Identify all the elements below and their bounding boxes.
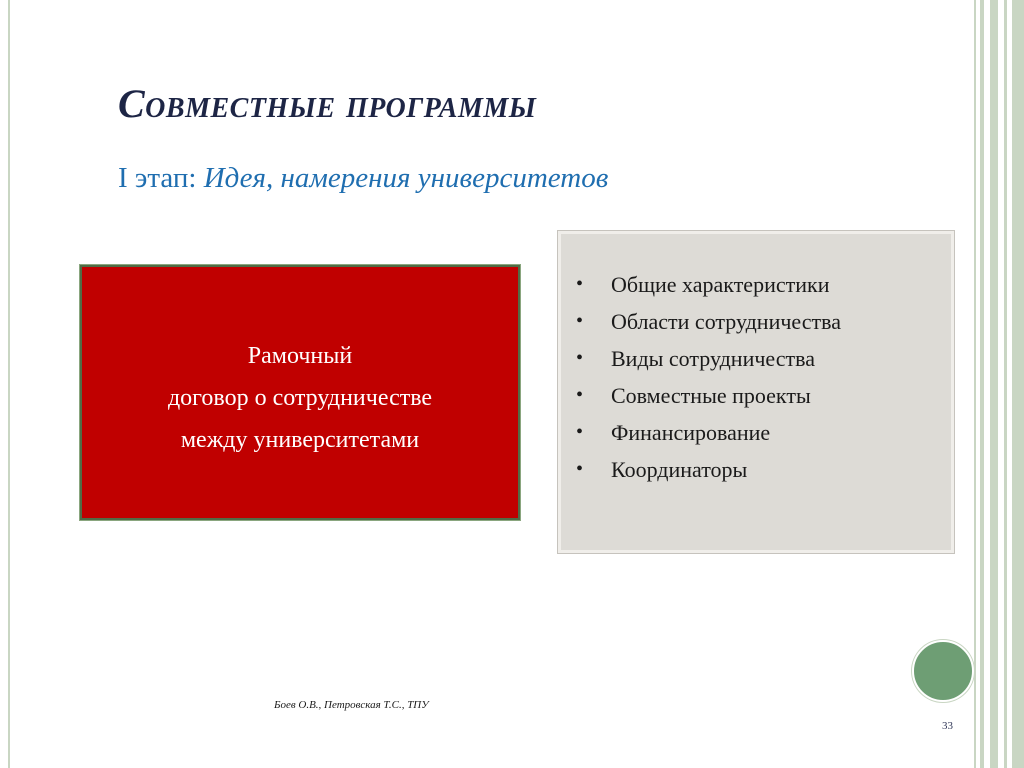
list-item [571,414,841,451]
list-item [571,451,841,488]
aspect-label: Общие характеристики [611,272,830,297]
stage-subtitle [118,162,608,195]
list-item [571,340,841,377]
list-item [571,266,841,303]
list-item [571,377,841,414]
stage-description: Идея, намерения университетов [203,162,609,194]
aspect-label: Совместные проекты [611,383,811,408]
slide-title: Совместные программы [118,81,537,126]
bullet-icon: • [576,273,584,295]
framework-line-1: Рамочный [247,343,353,369]
footer-credit: Боев О.В., Петровская Т.С., ТПУ [274,699,429,711]
stage-label: I этап: [118,162,204,194]
decor-stripe-2 [990,0,998,768]
aspects-list [571,266,841,488]
framework-line-2: договор о сотрудничестве [167,385,433,411]
bullet-icon: • [576,421,584,443]
decor-stripe-1 [980,0,984,768]
page-number: 33 [942,720,953,732]
list-item [571,303,841,340]
aspect-label: Области сотрудничества [611,309,841,334]
framework-agreement-box [80,265,520,520]
decor-stripe-4 [1012,0,1024,768]
bullet-icon: • [576,458,584,480]
aspect-label: Виды сотрудничества [611,346,815,371]
bullet-icon: • [576,384,584,406]
aspect-label: Координаторы [611,457,748,482]
framework-line-3: между университетами [180,427,420,453]
aspect-label: Финансирование [611,420,771,445]
framework-agreement-text [82,335,518,461]
decor-stripe-3 [1004,0,1007,768]
decorative-circle-icon [912,640,974,702]
bullet-icon: • [576,347,584,369]
aspects-box [558,231,954,553]
bullet-icon: • [576,310,584,332]
